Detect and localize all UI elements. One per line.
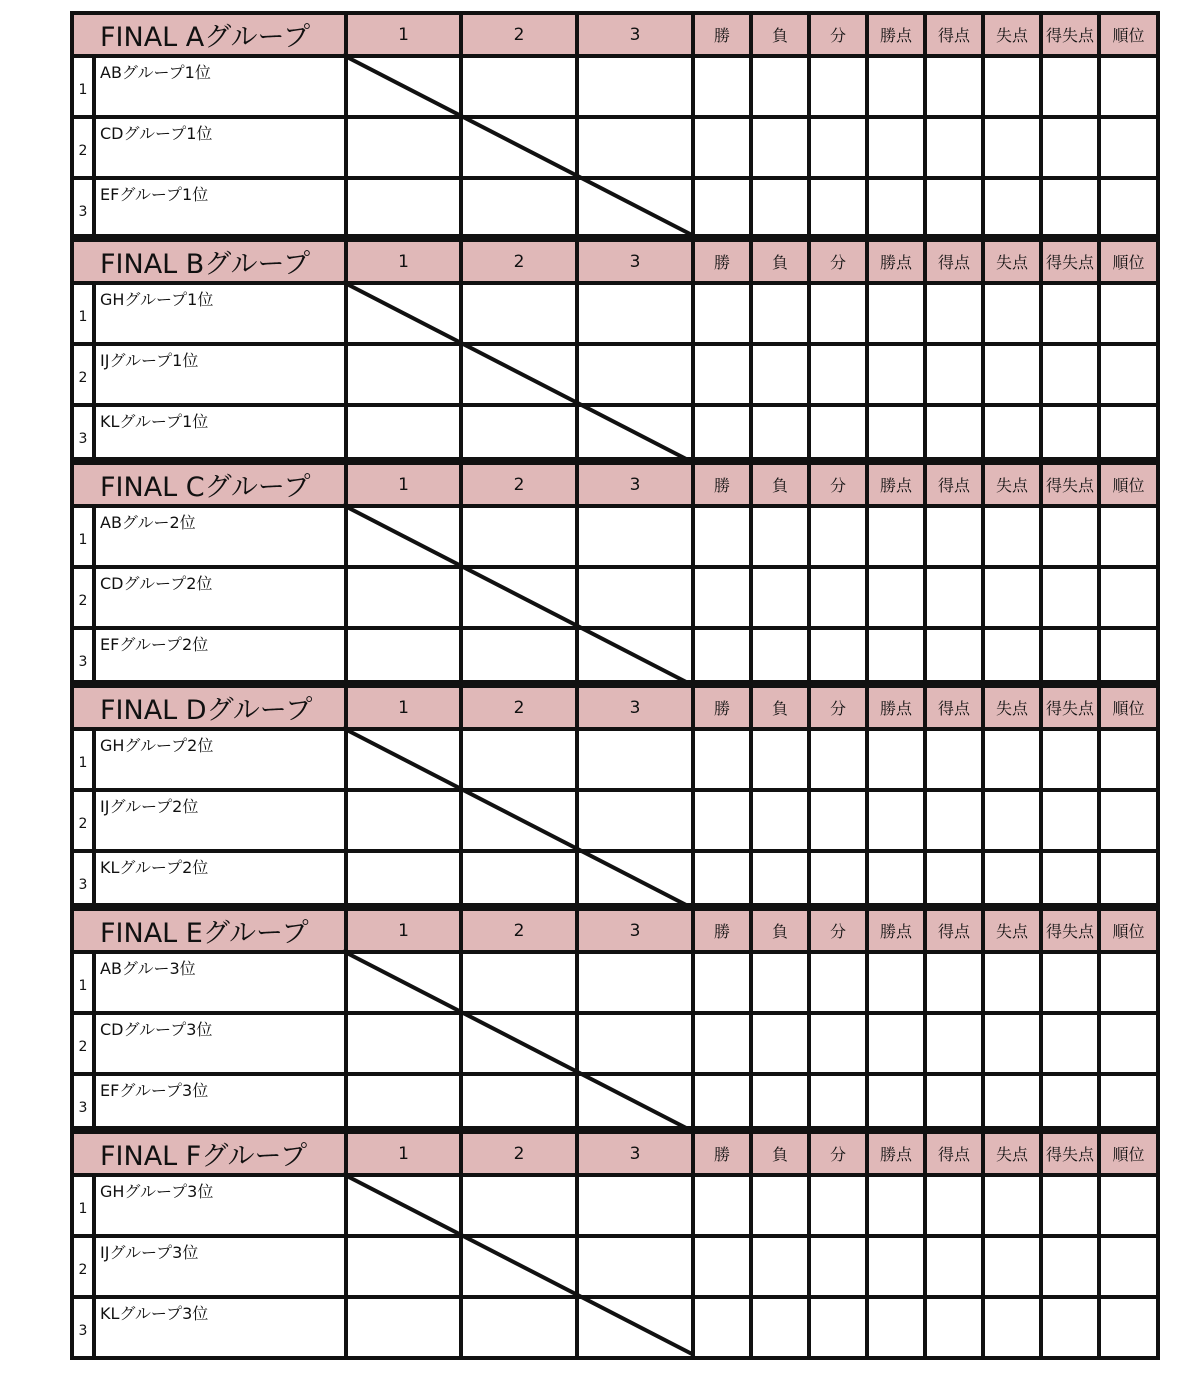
stat-column-header: 勝 <box>693 240 751 283</box>
stat-cell[interactable] <box>867 117 925 178</box>
table-row <box>72 506 1158 567</box>
stat-cell[interactable] <box>1099 1013 1158 1074</box>
table-row <box>72 117 1158 178</box>
stat-cell[interactable] <box>809 1175 867 1236</box>
match-result-cell[interactable] <box>577 283 693 344</box>
team-name-cell: KLグループ2位 <box>94 851 346 912</box>
stat-cell[interactable] <box>983 729 1041 790</box>
team-name-cell: ABグルー3位 <box>94 952 346 1013</box>
stat-cell[interactable] <box>693 283 751 344</box>
stat-cell[interactable] <box>693 344 751 405</box>
stat-cell[interactable] <box>1099 283 1158 344</box>
stat-cell[interactable] <box>1099 178 1158 239</box>
stat-cell[interactable] <box>867 729 925 790</box>
stat-cell[interactable] <box>983 178 1041 239</box>
stat-cell[interactable] <box>925 56 983 117</box>
stat-cell[interactable] <box>983 790 1041 851</box>
team-name-cell: IJグループ1位 <box>94 344 346 405</box>
table-row <box>72 1236 1158 1297</box>
table-row <box>72 283 1158 344</box>
stat-cell[interactable] <box>867 952 925 1013</box>
stat-cell[interactable] <box>809 178 867 239</box>
stat-cell[interactable] <box>983 1175 1041 1236</box>
match-result-cell[interactable] <box>577 790 693 851</box>
match-result-cell[interactable] <box>346 790 461 851</box>
row-number: 2 <box>72 567 94 628</box>
stat-cell[interactable] <box>1041 344 1099 405</box>
row-number: 3 <box>72 405 94 466</box>
match-result-cell[interactable] <box>577 117 693 178</box>
stat-column-header: 順位 <box>1099 240 1158 283</box>
match-result-cell[interactable] <box>346 506 461 567</box>
stat-cell[interactable] <box>1041 506 1099 567</box>
team-name-cell: CDグループ3位 <box>94 1013 346 1074</box>
row-number: 1 <box>72 56 94 117</box>
row-number: 2 <box>72 117 94 178</box>
group-header-row <box>72 1132 1158 1175</box>
stat-column-header: 勝点 <box>867 686 925 729</box>
group-grid <box>70 11 1160 241</box>
stat-cell[interactable] <box>1041 283 1099 344</box>
table-row <box>72 567 1158 628</box>
match-result-cell[interactable] <box>346 1236 461 1297</box>
match-result-cell[interactable] <box>346 283 461 344</box>
stat-cell[interactable] <box>809 344 867 405</box>
match-result-cell[interactable] <box>461 790 577 851</box>
match-result-cell[interactable] <box>461 1013 577 1074</box>
row-number: 1 <box>72 506 94 567</box>
stat-cell[interactable] <box>1099 790 1158 851</box>
stat-cell[interactable] <box>1099 344 1158 405</box>
stat-column-header: 勝点 <box>867 13 925 56</box>
stat-column-header: 得失点 <box>1041 463 1099 506</box>
stat-cell[interactable] <box>867 283 925 344</box>
table-row <box>72 729 1158 790</box>
match-column-header: 2 <box>461 463 577 506</box>
team-name-cell: ABグルー2位 <box>94 506 346 567</box>
stat-cell[interactable] <box>809 117 867 178</box>
match-result-cell[interactable] <box>461 952 577 1013</box>
stat-column-header: 分 <box>809 463 867 506</box>
group-title: FINAL Aグループ <box>72 13 346 56</box>
stat-cell[interactable] <box>693 729 751 790</box>
match-column-header: 2 <box>461 909 577 952</box>
stat-cell[interactable] <box>751 790 809 851</box>
stat-column-header: 得失点 <box>1041 1132 1099 1175</box>
stat-cell[interactable] <box>693 952 751 1013</box>
row-number: 3 <box>72 1074 94 1135</box>
stat-cell[interactable] <box>1099 56 1158 117</box>
row-number: 3 <box>72 628 94 689</box>
match-column-header: 3 <box>577 686 693 729</box>
stat-cell[interactable] <box>867 1175 925 1236</box>
stat-cell[interactable] <box>809 283 867 344</box>
stat-cell[interactable] <box>751 1236 809 1297</box>
table-row <box>72 344 1158 405</box>
match-column-header: 3 <box>577 240 693 283</box>
stat-cell[interactable] <box>1041 56 1099 117</box>
stat-cell[interactable] <box>751 1175 809 1236</box>
stat-cell[interactable] <box>809 790 867 851</box>
match-result-cell[interactable] <box>577 1175 693 1236</box>
stat-cell[interactable] <box>867 1297 925 1358</box>
stat-cell[interactable] <box>693 506 751 567</box>
stat-column-header: 勝点 <box>867 1132 925 1175</box>
stat-cell[interactable] <box>867 1013 925 1074</box>
stat-column-header: 負 <box>751 240 809 283</box>
stat-cell[interactable] <box>983 952 1041 1013</box>
stat-column-header: 分 <box>809 1132 867 1175</box>
stat-column-header: 得点 <box>925 1132 983 1175</box>
match-result-cell[interactable] <box>461 1297 577 1358</box>
stat-cell[interactable] <box>1041 117 1099 178</box>
match-result-cell[interactable] <box>346 1013 461 1074</box>
stat-column-header: 失点 <box>983 240 1041 283</box>
stat-cell[interactable] <box>925 1013 983 1074</box>
match-column-header: 1 <box>346 1132 461 1175</box>
stat-column-header: 得失点 <box>1041 909 1099 952</box>
match-result-cell[interactable] <box>461 729 577 790</box>
match-result-cell[interactable] <box>461 117 577 178</box>
team-name-cell: EFグループ2位 <box>94 628 346 689</box>
row-number: 2 <box>72 790 94 851</box>
group-table <box>70 903 1156 1126</box>
stat-column-header: 勝点 <box>867 240 925 283</box>
stat-cell[interactable] <box>809 1297 867 1358</box>
row-number: 1 <box>72 952 94 1013</box>
stat-cell[interactable] <box>809 567 867 628</box>
match-result-cell[interactable] <box>346 56 461 117</box>
stat-column-header: 負 <box>751 1132 809 1175</box>
stat-cell[interactable] <box>809 506 867 567</box>
team-name-cell: ABグループ1位 <box>94 56 346 117</box>
table-row <box>72 178 1158 239</box>
stat-cell[interactable] <box>983 1236 1041 1297</box>
match-column-header: 2 <box>461 13 577 56</box>
stat-cell[interactable] <box>693 178 751 239</box>
stat-cell[interactable] <box>693 1175 751 1236</box>
stat-column-header: 負 <box>751 13 809 56</box>
stat-column-header: 順位 <box>1099 463 1158 506</box>
team-name-cell: GHグループ2位 <box>94 729 346 790</box>
match-result-cell[interactable] <box>346 1297 461 1358</box>
stat-cell[interactable] <box>1099 567 1158 628</box>
group-table <box>70 1126 1156 1349</box>
match-column-header: 1 <box>346 686 461 729</box>
match-result-cell[interactable] <box>346 117 461 178</box>
stat-cell[interactable] <box>867 1236 925 1297</box>
stat-cell[interactable] <box>983 567 1041 628</box>
stat-column-header: 分 <box>809 240 867 283</box>
match-result-cell[interactable] <box>346 952 461 1013</box>
group-table <box>70 11 1156 234</box>
stat-cell[interactable] <box>751 344 809 405</box>
stat-cell[interactable] <box>751 1297 809 1358</box>
stat-cell[interactable] <box>751 729 809 790</box>
stat-column-header: 負 <box>751 909 809 952</box>
team-name-cell: KLグループ3位 <box>94 1297 346 1358</box>
match-result-cell[interactable] <box>461 344 577 405</box>
group-grid <box>70 1130 1160 1360</box>
row-number: 2 <box>72 344 94 405</box>
stat-column-header: 勝点 <box>867 463 925 506</box>
stat-cell[interactable] <box>925 567 983 628</box>
match-column-header: 3 <box>577 13 693 56</box>
stat-column-header: 順位 <box>1099 909 1158 952</box>
match-result-cell[interactable] <box>461 178 577 239</box>
group-grid <box>70 684 1160 914</box>
stat-cell[interactable] <box>983 56 1041 117</box>
stat-cell[interactable] <box>983 344 1041 405</box>
stat-cell[interactable] <box>925 178 983 239</box>
group-header-row <box>72 686 1158 729</box>
team-name-cell: GHグループ3位 <box>94 1175 346 1236</box>
group-grid <box>70 907 1160 1137</box>
team-name-cell: GHグループ1位 <box>94 283 346 344</box>
team-name-cell: EFグループ1位 <box>94 178 346 239</box>
stat-column-header: 勝 <box>693 13 751 56</box>
stat-column-header: 順位 <box>1099 13 1158 56</box>
row-number: 1 <box>72 729 94 790</box>
group-header-row <box>72 463 1158 506</box>
row-number: 3 <box>72 851 94 912</box>
match-result-cell[interactable] <box>577 56 693 117</box>
stat-column-header: 勝 <box>693 909 751 952</box>
stat-column-header: 分 <box>809 909 867 952</box>
match-column-header: 3 <box>577 1132 693 1175</box>
stat-cell[interactable] <box>1041 1236 1099 1297</box>
group-title: FINAL Dグループ <box>72 686 346 729</box>
team-name-cell: KLグループ1位 <box>94 405 346 466</box>
group-header-row <box>72 909 1158 952</box>
stat-cell[interactable] <box>867 790 925 851</box>
match-column-header: 3 <box>577 909 693 952</box>
stat-column-header: 分 <box>809 686 867 729</box>
match-result-cell[interactable] <box>461 1236 577 1297</box>
stat-column-header: 勝 <box>693 1132 751 1175</box>
stat-cell[interactable] <box>1099 729 1158 790</box>
match-result-cell[interactable] <box>577 1013 693 1074</box>
stat-cell[interactable] <box>925 1297 983 1358</box>
stat-cell[interactable] <box>1099 506 1158 567</box>
stat-column-header: 勝 <box>693 686 751 729</box>
match-column-header: 2 <box>461 240 577 283</box>
stat-cell[interactable] <box>693 1236 751 1297</box>
stat-cell[interactable] <box>693 117 751 178</box>
stat-column-header: 失点 <box>983 686 1041 729</box>
stat-cell[interactable] <box>693 1297 751 1358</box>
stat-cell[interactable] <box>751 56 809 117</box>
team-name-cell: CDグループ2位 <box>94 567 346 628</box>
match-result-cell[interactable] <box>577 178 693 239</box>
group-table <box>70 457 1156 680</box>
stat-cell[interactable] <box>751 1013 809 1074</box>
stat-cell[interactable] <box>867 567 925 628</box>
match-result-cell[interactable] <box>461 1175 577 1236</box>
stat-cell[interactable] <box>809 952 867 1013</box>
match-result-cell[interactable] <box>577 729 693 790</box>
match-result-cell[interactable] <box>346 344 461 405</box>
stat-cell[interactable] <box>983 506 1041 567</box>
stat-cell[interactable] <box>809 729 867 790</box>
stat-cell[interactable] <box>1099 1175 1158 1236</box>
stat-column-header: 失点 <box>983 13 1041 56</box>
stat-cell[interactable] <box>867 344 925 405</box>
team-name-cell: EFグループ3位 <box>94 1074 346 1135</box>
stat-cell[interactable] <box>867 178 925 239</box>
stat-column-header: 分 <box>809 13 867 56</box>
team-name-cell: IJグループ2位 <box>94 790 346 851</box>
match-column-header: 2 <box>461 1132 577 1175</box>
stat-cell[interactable] <box>925 117 983 178</box>
match-result-cell[interactable] <box>346 1175 461 1236</box>
row-number: 3 <box>72 1297 94 1358</box>
stat-cell[interactable] <box>693 1013 751 1074</box>
match-column-header: 3 <box>577 463 693 506</box>
stat-column-header: 得点 <box>925 240 983 283</box>
stat-cell[interactable] <box>925 506 983 567</box>
table-row <box>72 790 1158 851</box>
match-column-header: 1 <box>346 909 461 952</box>
match-result-cell[interactable] <box>577 952 693 1013</box>
stat-cell[interactable] <box>1041 729 1099 790</box>
stat-cell[interactable] <box>867 506 925 567</box>
group-header-row <box>72 13 1158 56</box>
stat-column-header: 得失点 <box>1041 13 1099 56</box>
group-title: FINAL Bグループ <box>72 240 346 283</box>
stat-cell[interactable] <box>809 56 867 117</box>
row-number: 2 <box>72 1236 94 1297</box>
stat-cell[interactable] <box>1041 567 1099 628</box>
stat-cell[interactable] <box>925 1175 983 1236</box>
match-result-cell[interactable] <box>577 344 693 405</box>
stat-cell[interactable] <box>751 178 809 239</box>
match-column-header: 2 <box>461 686 577 729</box>
match-column-header: 1 <box>346 463 461 506</box>
group-grid <box>70 461 1160 691</box>
stat-cell[interactable] <box>1041 178 1099 239</box>
stat-cell[interactable] <box>1041 1297 1099 1358</box>
stat-cell[interactable] <box>693 567 751 628</box>
table-row <box>72 952 1158 1013</box>
row-number: 2 <box>72 1013 94 1074</box>
match-result-cell[interactable] <box>346 729 461 790</box>
table-row <box>72 56 1158 117</box>
group-title: FINAL Fグループ <box>72 1132 346 1175</box>
stat-cell[interactable] <box>983 117 1041 178</box>
stat-cell[interactable] <box>983 1297 1041 1358</box>
stat-cell[interactable] <box>1041 790 1099 851</box>
match-result-cell[interactable] <box>346 178 461 239</box>
stat-cell[interactable] <box>1099 1236 1158 1297</box>
stat-cell[interactable] <box>809 1013 867 1074</box>
table-row <box>72 1297 1158 1358</box>
stat-cell[interactable] <box>1099 952 1158 1013</box>
stat-column-header: 順位 <box>1099 686 1158 729</box>
stat-column-header: 得点 <box>925 909 983 952</box>
group-title: FINAL Cグループ <box>72 463 346 506</box>
stat-column-header: 失点 <box>983 463 1041 506</box>
match-result-cell[interactable] <box>461 283 577 344</box>
match-result-cell[interactable] <box>346 567 461 628</box>
team-name-cell: CDグループ1位 <box>94 117 346 178</box>
stat-column-header: 順位 <box>1099 1132 1158 1175</box>
stat-cell[interactable] <box>1041 1175 1099 1236</box>
group-header-row <box>72 240 1158 283</box>
stat-column-header: 得点 <box>925 13 983 56</box>
row-number: 1 <box>72 1175 94 1236</box>
stat-cell[interactable] <box>751 506 809 567</box>
stat-cell[interactable] <box>925 344 983 405</box>
stat-cell[interactable] <box>925 790 983 851</box>
row-number: 1 <box>72 283 94 344</box>
stat-column-header: 負 <box>751 686 809 729</box>
stat-cell[interactable] <box>751 952 809 1013</box>
stat-column-header: 得点 <box>925 686 983 729</box>
stat-cell[interactable] <box>693 56 751 117</box>
stat-cell[interactable] <box>1041 1013 1099 1074</box>
match-result-cell[interactable] <box>577 506 693 567</box>
stat-cell[interactable] <box>693 790 751 851</box>
stat-column-header: 勝 <box>693 463 751 506</box>
stat-column-header: 得失点 <box>1041 686 1099 729</box>
match-result-cell[interactable] <box>577 1236 693 1297</box>
stat-column-header: 負 <box>751 463 809 506</box>
group-table <box>70 680 1156 903</box>
stat-cell[interactable] <box>925 283 983 344</box>
stat-cell[interactable] <box>809 1236 867 1297</box>
stat-cell[interactable] <box>983 1013 1041 1074</box>
group-title: FINAL Eグループ <box>72 909 346 952</box>
stat-cell[interactable] <box>925 952 983 1013</box>
stat-cell[interactable] <box>751 283 809 344</box>
stat-cell[interactable] <box>751 117 809 178</box>
group-grid <box>70 238 1160 468</box>
match-result-cell[interactable] <box>461 506 577 567</box>
stat-cell[interactable] <box>1041 952 1099 1013</box>
stat-column-header: 得失点 <box>1041 240 1099 283</box>
table-row <box>72 1013 1158 1074</box>
match-column-header: 1 <box>346 240 461 283</box>
stat-cell[interactable] <box>1099 1297 1158 1358</box>
match-result-cell[interactable] <box>461 567 577 628</box>
stat-column-header: 失点 <box>983 909 1041 952</box>
stat-cell[interactable] <box>925 729 983 790</box>
stat-column-header: 得点 <box>925 463 983 506</box>
stat-cell[interactable] <box>983 283 1041 344</box>
stat-cell[interactable] <box>1099 117 1158 178</box>
table-row <box>72 1175 1158 1236</box>
stat-cell[interactable] <box>751 567 809 628</box>
stat-column-header: 失点 <box>983 1132 1041 1175</box>
stat-column-header: 勝点 <box>867 909 925 952</box>
row-number: 3 <box>72 178 94 239</box>
league-table-sheet <box>70 11 1156 1349</box>
match-result-cell[interactable] <box>577 1297 693 1358</box>
stat-cell[interactable] <box>867 56 925 117</box>
match-result-cell[interactable] <box>577 567 693 628</box>
stat-cell[interactable] <box>925 1236 983 1297</box>
match-result-cell[interactable] <box>461 56 577 117</box>
match-column-header: 1 <box>346 13 461 56</box>
group-table <box>70 234 1156 457</box>
team-name-cell: IJグループ3位 <box>94 1236 346 1297</box>
